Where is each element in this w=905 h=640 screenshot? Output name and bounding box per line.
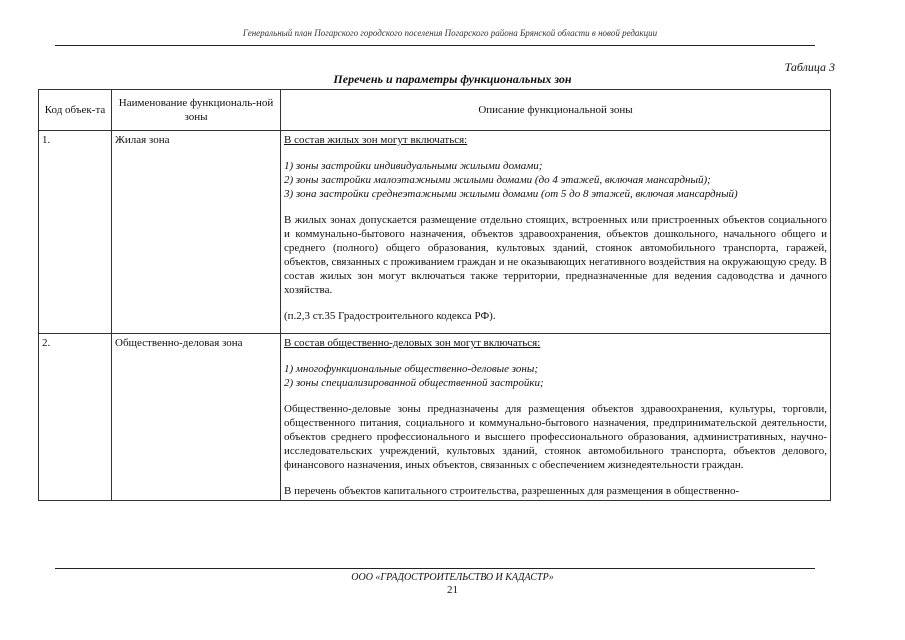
row-description	[281, 131, 831, 334]
list-item: 1) многофункциональные общественно-деловые зоны;	[284, 363, 538, 375]
list-item: 2) зоны застройки малоэтажными жилыми домами (до 4 этажей, включая мансардный);	[284, 174, 711, 186]
col-header-code: Код объек-та	[39, 90, 112, 131]
row-zone-name: Общественно-деловая зона	[112, 334, 281, 501]
row-zone-name: Жилая зона	[112, 131, 281, 334]
table-number: Таблица 3	[784, 60, 835, 74]
description-paragraph: Общественно-деловые зоны предназначены для размещения объектов здравоохранения, культуры, торговли, общественного питания, социального и коммунально-бытового назначения, предпринимательской деятельности, объектов среднего профессионального и высшего профессионального образования, административных, научно-исследовательских учреждений, культовых зданий, стоянок автомобильного транспорта, объектов делового, финансового назначения, иных объектов, связанных с обеспечением жизнедеятельности граждан.	[284, 403, 827, 471]
row-description	[281, 334, 831, 501]
page-number: 21	[447, 584, 458, 596]
table-caption: Перечень и параметры функциональных зон	[333, 72, 572, 86]
row-code: 2.	[39, 334, 112, 501]
row-code: 1.	[39, 131, 112, 334]
description-continuation: В перечень объектов капитального строительства, разрешенных для размещения в общественно-	[284, 485, 740, 497]
description-intro: В состав жилых зон могут включаться:	[284, 134, 468, 146]
table-row	[39, 131, 831, 334]
footer-company: ООО «ГРАДОСТРОИТЕЛЬСТВО И КАДАСТР»	[351, 572, 554, 583]
running-header: Генеральный план Погарского городского поселения Погарского района Брянской области в новой редакции	[242, 28, 658, 38]
col-header-description: Описание функциональной зоны	[281, 90, 831, 131]
header-rule	[55, 45, 815, 46]
zones-table	[38, 89, 831, 501]
description-paragraph: В жилых зонах допускается размещение отдельно стоящих, встроенных или пристроенных объектов социального и коммунально-бытового назначения, объектов здравоохранения, объектов дошкольного, начального общего и среднего (полного) общего образования, культовых зданий, стоянок автомобильного транспорта, гаражей, объектов, связанных с проживанием граждан и не оказывающих негативного воздействия на окружающую среду. В состав жилых зон могут включаться также территории, предназначенные для ведения садоводства и дачного хозяйства.	[284, 214, 827, 296]
col-header-name: Наименование функциональ-ной зоны	[112, 90, 281, 131]
table-row	[39, 334, 831, 501]
footer-rule	[55, 568, 815, 569]
list-item: 1) зоны застройки индивидуальными жилыми домами;	[284, 160, 543, 172]
description-note: (п.2,3 ст.35 Градостроительного кодекса РФ).	[284, 310, 496, 322]
description-intro: В состав общественно-деловых зон могут включаться:	[284, 337, 541, 349]
list-item: 2) зоны специализированной общественной застройки;	[284, 377, 544, 389]
table-header-row	[39, 90, 831, 131]
list-item: 3) зона застройки среднеэтажными жилыми домами (от 5 до 8 этажей, включая мансардный)	[284, 188, 738, 200]
